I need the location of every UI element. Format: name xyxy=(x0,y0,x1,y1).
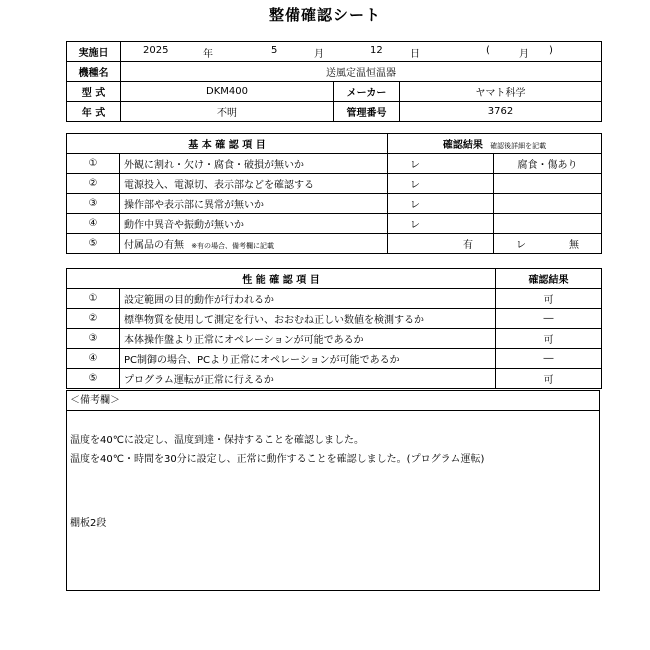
basic-result-note: 確認後詳細を記載 xyxy=(490,142,547,150)
table-row xyxy=(67,329,602,349)
model-value: DKM400 xyxy=(121,82,334,102)
remarks-line: 温度を40℃に設定し、温度到達・保持することを確認しました。 xyxy=(70,435,364,446)
equipment-label: 機種名 xyxy=(67,62,121,82)
check-item xyxy=(120,234,388,254)
date-month-unit: 月 xyxy=(314,49,324,60)
table-row xyxy=(67,369,602,389)
date-value xyxy=(121,42,602,62)
row-number: ① xyxy=(67,289,120,309)
model-label: 型 式 xyxy=(67,82,121,102)
remarks-heading: ＜備考欄＞ xyxy=(67,391,599,411)
row-number: ① xyxy=(67,154,120,174)
table-row xyxy=(67,154,602,174)
check-mark: レ xyxy=(388,154,494,174)
accessory-item: 付属品の有無 xyxy=(124,240,184,251)
maker-value: ヤマト科学 xyxy=(400,82,602,102)
remarks-box xyxy=(66,390,600,591)
row-number: ② xyxy=(67,309,120,329)
weekday-close: ) xyxy=(549,45,553,56)
date-year-unit: 年 xyxy=(203,49,213,60)
basic-result-heading xyxy=(388,134,602,154)
table-row xyxy=(67,174,602,194)
basic-heading: 基 本 確 認 項 目 xyxy=(67,134,388,154)
check-item: 操作部や表示部に異常が無いか xyxy=(120,194,388,214)
remarks-line: 温度を40℃・時間を30分に設定し、正常に動作することを確認しました。(プログラム運転) xyxy=(70,454,485,465)
remarks-body xyxy=(67,431,599,533)
accessory-no-cell xyxy=(494,234,602,254)
performance-heading: 性 能 確 認 項 目 xyxy=(67,269,496,289)
row-number: ③ xyxy=(67,194,120,214)
check-detail xyxy=(494,214,602,234)
row-number: ④ xyxy=(67,214,120,234)
header-table xyxy=(66,41,602,122)
check-item: PC制御の場合、PCより正常にオペレーションが可能であるか xyxy=(120,349,496,369)
mgmt-value: 3762 xyxy=(400,102,602,122)
check-item: 電源投入、電源切、表示部などを確認する xyxy=(120,174,388,194)
year-label: 年 式 xyxy=(67,102,121,122)
check-item: プログラム運転が正常に行えるか xyxy=(120,369,496,389)
performance-result-heading: 確認結果 xyxy=(496,269,602,289)
check-mark: レ xyxy=(388,194,494,214)
check-result: 可 xyxy=(496,289,602,309)
date-day-unit: 日 xyxy=(410,49,420,60)
check-result: ― xyxy=(496,309,602,329)
table-row xyxy=(67,289,602,309)
row-number: ③ xyxy=(67,329,120,349)
check-detail xyxy=(494,194,602,214)
table-row xyxy=(67,349,602,369)
table-row xyxy=(67,234,602,254)
row-number: ② xyxy=(67,174,120,194)
accessory-check: レ xyxy=(516,240,527,251)
check-item: 外観に割れ・欠け・腐食・破損が無いか xyxy=(120,154,388,174)
mgmt-label: 管理番号 xyxy=(334,102,400,122)
check-detail xyxy=(494,174,602,194)
check-result: 可 xyxy=(496,369,602,389)
remarks-line: 棚板2段 xyxy=(70,518,107,529)
accessory-note: ※有の場合、備考欄に記載 xyxy=(191,242,275,250)
check-result: 可 xyxy=(496,329,602,349)
maker-label: メーカー xyxy=(334,82,400,102)
basic-result-title: 確認結果 xyxy=(442,140,483,151)
check-item: 設定範囲の目的動作が行われるか xyxy=(120,289,496,309)
date-month: 5 xyxy=(271,45,278,56)
accessory-no: 無 xyxy=(569,240,580,251)
row-number: ⑤ xyxy=(67,369,120,389)
date-year: 2025 xyxy=(143,45,169,56)
accessory-yes: 有 xyxy=(388,234,494,254)
check-item: 動作中異音や振動が無いか xyxy=(120,214,388,234)
page-title: 整備確認シート xyxy=(268,6,381,24)
year-value: 不明 xyxy=(121,102,334,122)
row-number: ⑤ xyxy=(67,234,120,254)
check-detail: 腐食・傷あり xyxy=(494,154,602,174)
performance-check-table xyxy=(66,268,602,389)
check-mark: レ xyxy=(388,214,494,234)
table-row xyxy=(67,194,602,214)
date-label: 実施日 xyxy=(67,42,121,62)
equipment-value: 送風定温恒温器 xyxy=(121,62,602,82)
check-item: 本体操作盤より正常にオペレーションが可能であるか xyxy=(120,329,496,349)
table-row xyxy=(67,309,602,329)
date-day: 12 xyxy=(370,45,383,56)
table-row xyxy=(67,214,602,234)
check-item: 標準物質を使用して測定を行い、おおむね正しい数値を検測するか xyxy=(120,309,496,329)
check-mark: レ xyxy=(388,174,494,194)
weekday-value: 月 xyxy=(519,49,529,60)
row-number: ④ xyxy=(67,349,120,369)
basic-check-table xyxy=(66,133,602,254)
weekday-open: ( xyxy=(486,45,490,56)
check-result: ― xyxy=(496,349,602,369)
